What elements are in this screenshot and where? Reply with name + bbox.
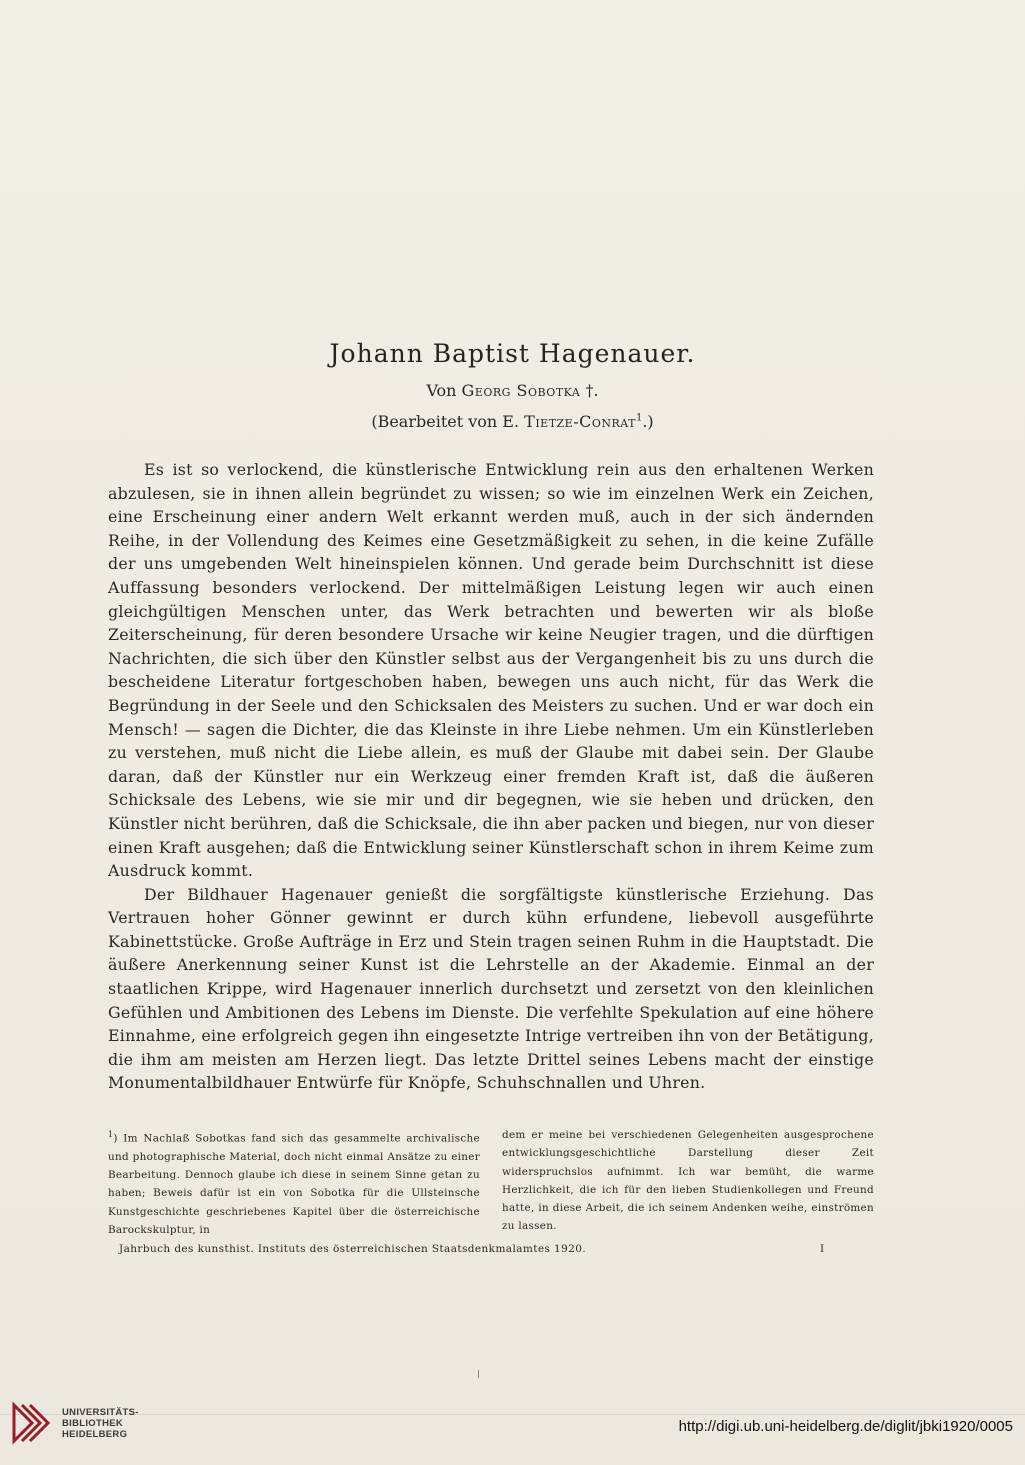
body-paragraph-2: Der Bildhauer Hagenauer genießt die sorgfältigste künstlerische Erziehung. Das Vertrauen hoher Gönner gewinnt er durch kühn erfundene, liebevoll ausgeführte Kabinettstücke. Große Aufträge in Erz und Stein tragen seinen Ruhm in die Hauptstadt. Die äußere Anerkennung seiner Kunst ist die Lehrstelle an der Akademie. Einmal an der staatlichen Krippe, wird Hagenauer innerlich durchsetzt und zersetzt von den kleinlichen Gefühlen und Ambitionen des Lebens im Dienste. Die verfehlte Spekulation auf eine höhere Einnahme, eine erfolgreich gegen ihn eingesetzte Intrige vertreiben ihn von der Betätigung, die ihm am meisten am Herzen liegt. Das letzte Drittel seines Lebens macht der einstige Monumentalbildhauer Entwürfe für Knöpfe, Schuhschnallen und Uhren. xyxy=(108,884,874,1093)
footnotes xyxy=(108,1126,874,1239)
footnote-column-right: dem er meine bei verschiedenen Gelegenheiten ausgesprochene entwicklungsgeschichtliche Darstellung dieser Zeit widerspruchslos aufnimmt. Ich war bemüht, die warme Herzlichkeit, die ich für den lieben Studienkollegen und Freund hatte, in diese Arbeit, die ich seinem Andenken weihe, einströmen zu lassen. xyxy=(502,1129,874,1233)
journal-footer: Jahrbuch des kunsthist. Instituts des österreichischen Staatsdenkmalamtes 1920. xyxy=(119,1243,587,1255)
library-name-line-2: BIBLIOTHEK xyxy=(62,1417,124,1429)
author-prefix: Von xyxy=(426,381,462,400)
library-name-line-3: HEIDELBERG xyxy=(62,1428,128,1440)
library-logo[interactable] xyxy=(10,1398,160,1448)
library-name-line-1: UNIVERSITÄTS- xyxy=(62,1406,139,1418)
article-title: Johann Baptist Hagenauer. xyxy=(329,339,696,368)
editor-line xyxy=(0,412,1025,431)
footnote-marker: 1 xyxy=(108,1130,114,1139)
author-suffix: †. xyxy=(580,381,599,400)
permalink-url[interactable]: http://digi.ub.uni-heidelberg.de/diglit/jbki1920/0005 xyxy=(678,1418,1013,1435)
article-body xyxy=(108,458,874,1095)
scan-mark xyxy=(478,1370,479,1378)
page-number: I xyxy=(820,1243,825,1255)
author-line xyxy=(0,381,1025,400)
bleed-through-shadow xyxy=(110,130,880,360)
university-seal-icon xyxy=(10,1401,54,1445)
author-name: Georg Sobotka xyxy=(461,381,581,400)
editor-footnote-ref[interactable]: 1 xyxy=(635,412,643,424)
body-paragraph-1: Es ist so verlockend, die künstlerische Entwicklung rein aus den erhaltenen Werken abzulesen, sie in ihnen allein begründet zu wissen; so wie im einzelnen Werk ein Zeichen, eine Erscheinung einer andern Welt erkannt werden muß, auch in der sich ändernden Reihe, in der Vollendung des Keimes eine Gesetzmäßigkeit zu sehen, in die keine Zufälle der uns umgebenden Welt hineinspielen können. Und gerade beim Durchschnitt ist diese Auffassung besonders verlockend. Der mittelmäßigen Leistung legen wir auch einen gleichgültigen Menschen unter, das Werk betrachten und bewerten wir als bloße Zeiterscheinung, für deren besondere Ursache wir keine Neugier tragen, und die dürftigen Nachrichten, die sich über den Künstler selbst aus der Vergangenheit bis zu uns durch die bescheidene Literatur fortgeschoben haben, bewegen uns auch nicht, für das Werk die Begründung in der Seele und den Schicksalen des Meisters zu suchen. Und er war doch ein Mensch! — sagen die Dichter, die das Kleinste in ihre Liebe nehmen. Um ein Künstlerleben zu verstehen, muß nicht die Liebe allein, es muß der Glaube mit dabei sein. Der Glaube daran, daß der Künstler nur ein Werkzeug einer fremden Kraft ist, daß die äußeren Schicksale des Lebens, wie sie mir und dir begegnen, wie sie heben und drücken, den Künstler nicht berühren, daß die Schicksale, die ihn aber packen und biegen, nur von dieser einen Kraft ausgehen; daß die Entwicklung seiner Künstlerschaft schon in ihrem Keime zum Ausdruck kommt. xyxy=(108,460,874,881)
library-name xyxy=(62,1407,139,1440)
editor-name: Tietze-Conrat xyxy=(524,412,636,431)
editor-suffix: .) xyxy=(642,412,654,431)
footnote-text-left: ) Im Nachlaß Sobotkas fand sich das gesammelte archivalische und photographische Material, doch nicht einmal Ansätze zu einer Bearbeitung. Dennoch glaube ich diese in seinem Sinne getan zu haben; Beweis dafür ist ein von Sobotka für die Ullsteinsche Kunstgeschichte geschriebenes Kapitel über die österreichische Barockskulptur, in xyxy=(108,1132,480,1236)
footnote-column-left xyxy=(108,1126,480,1239)
editor-prefix: (Bearbeitet von E. xyxy=(371,412,525,431)
